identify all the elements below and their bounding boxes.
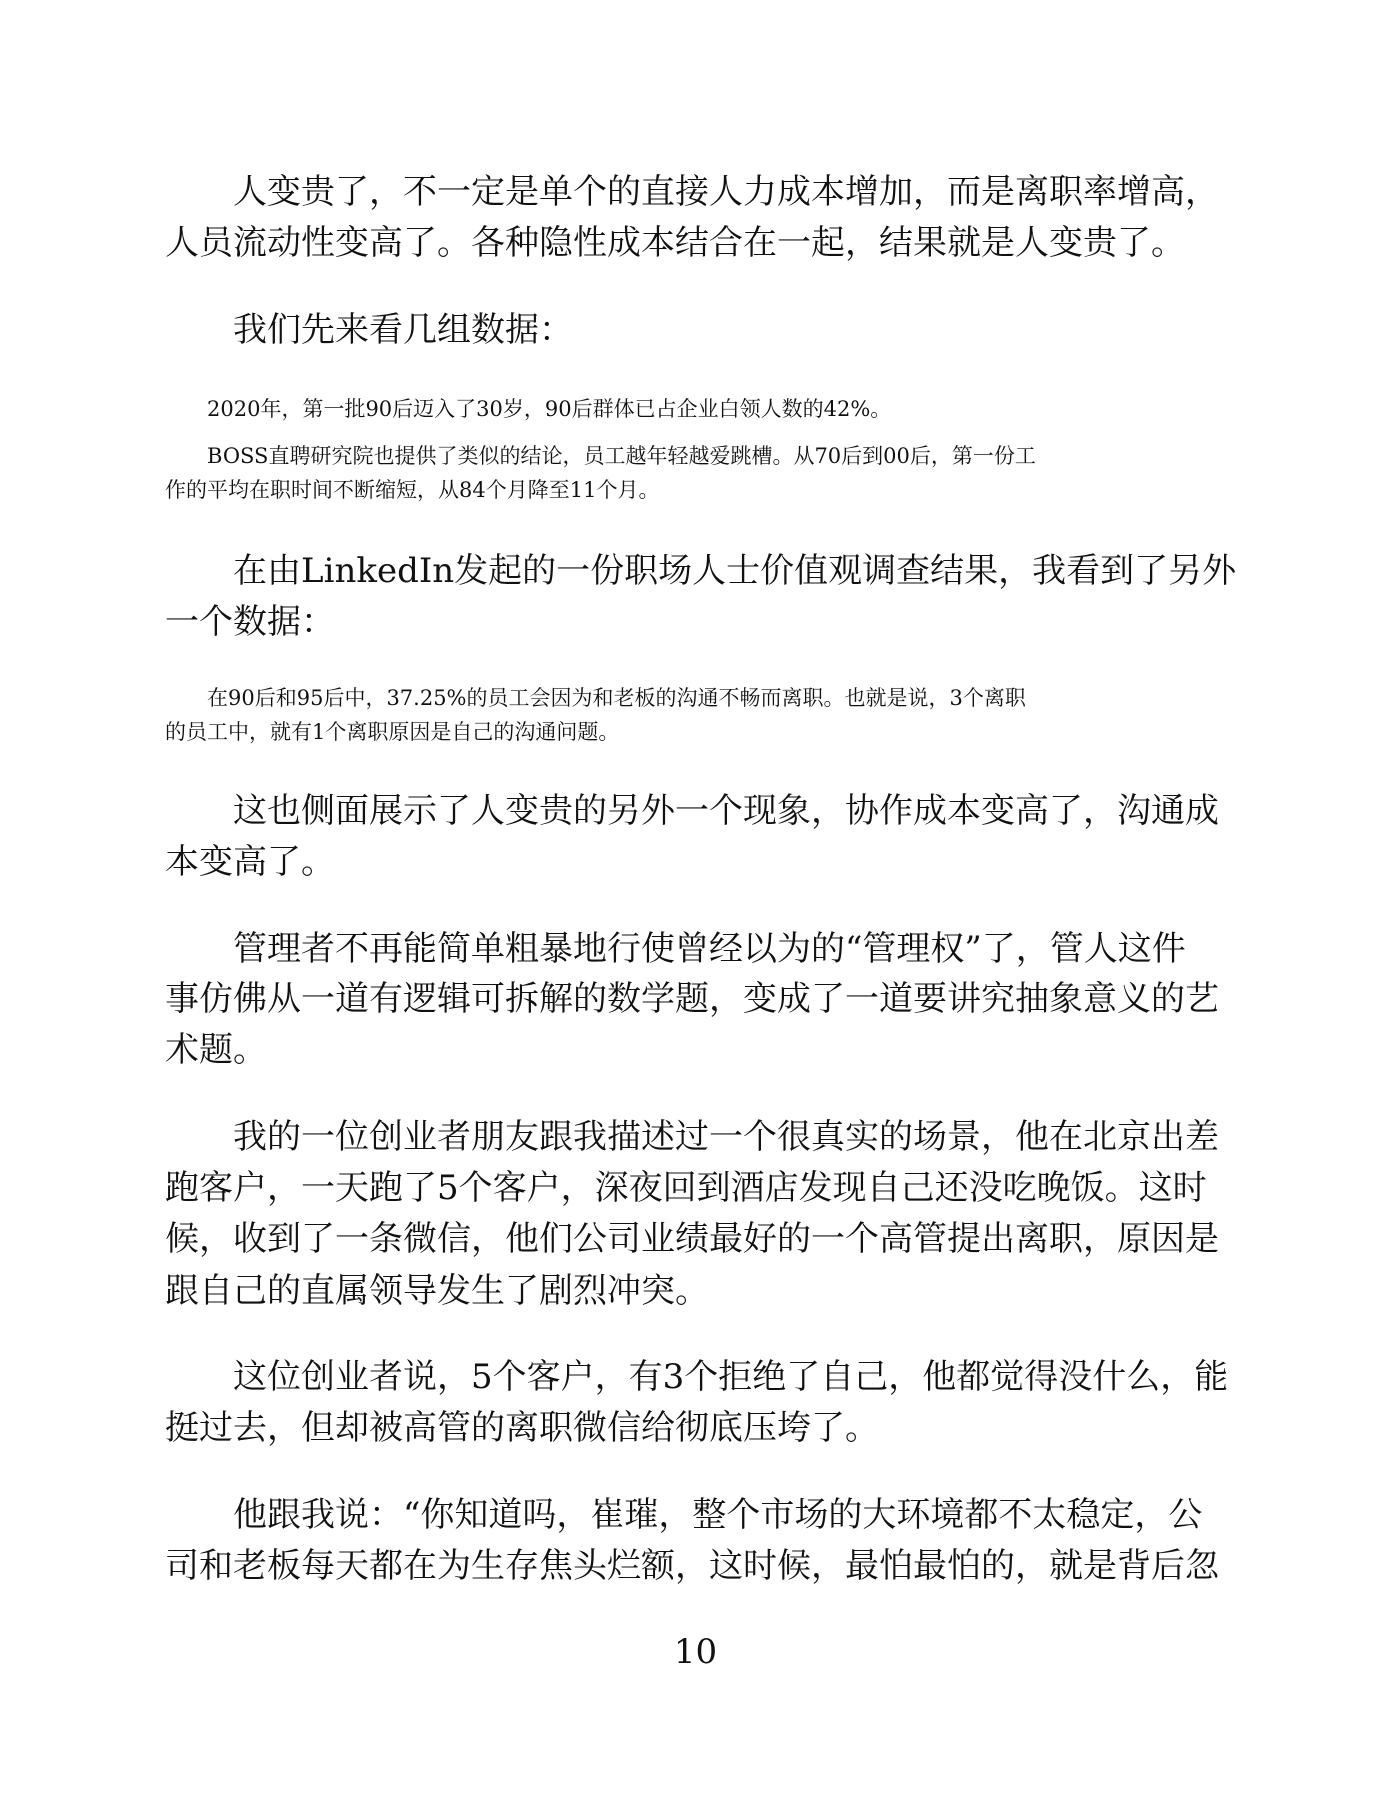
text-line: 2020年，第一批90后迈入了30岁，90后群体已占企业白领人数的42%。 <box>165 397 892 421</box>
text-line: 这也侧面展示了人变贵的另外一个现象，协作成本变高了，沟通成 <box>165 791 1219 831</box>
text-line: 术题。 <box>165 1030 267 1070</box>
text-line: 管理者不再能简单粗暴地行使曾经以为的“管理权”了，管人这件 <box>165 929 1186 969</box>
text-line: 跑客户，一天跑了5个客户，深夜回到酒店发现自己还没吃晚饭。这时 <box>165 1168 1207 1208</box>
text-line: 司和老板每天都在为生存焦头烂额，这时候，最怕最怕的，就是背后忽 <box>165 1546 1219 1586</box>
text-line: 这位创业者说，5个客户，有3个拒绝了自己，他都觉得没什么，能 <box>165 1357 1229 1397</box>
text-line: 的员工中，就有1个离职原因是自己的沟通问题。 <box>165 720 620 744</box>
text-line: 事仿佛从一道有逻辑可拆解的数学题，变成了一道要讲究抽象意义的艺 <box>165 979 1219 1019</box>
text-line: 他跟我说：“你知道吗，崔璀，整个市场的大环境都不太稳定，公 <box>165 1495 1203 1535</box>
text-line: 跟自己的直属领导发生了剧烈冲突。 <box>165 1271 709 1311</box>
text-line: 候，收到了一条微信，他们公司业绩最好的一个高管提出离职，原因是 <box>165 1219 1219 1259</box>
text-line: 人变贵了，不一定是单个的直接人力成本增加，而是离职率增高， <box>165 172 1219 212</box>
text-line: 我的一位创业者朋友跟我描述过一个很真实的场景，他在北京出差 <box>165 1117 1219 1157</box>
text-line: 人员流动性变高了。各种隐性成本结合在一起，结果就是人变贵了。 <box>165 223 1185 263</box>
text-line: 本变高了。 <box>165 842 335 882</box>
text-line: 在90后和95后中，37.25%的员工会因为和老板的沟通不畅而离职。也就是说，3个离职 <box>165 686 1026 710</box>
text-line: 在由LinkedIn发起的一份职场人士价值观调查结果，我看到了另外 <box>165 551 1237 591</box>
text-line: BOSS直聘研究院也提供了类似的结论，员工越年轻越爱跳槽。从70后到00后，第一份工 <box>165 444 1036 468</box>
text-line: 我们先来看几组数据： <box>165 310 573 350</box>
text-line: 作的平均在职时间不断缩短，从84个月降至11个月。 <box>165 478 660 502</box>
text-line: 一个数据： <box>165 602 335 642</box>
text-line: 挺过去，但却被高管的离职微信给彻底压垮了。 <box>165 1408 879 1448</box>
page-number: 10 <box>673 1632 718 1672</box>
